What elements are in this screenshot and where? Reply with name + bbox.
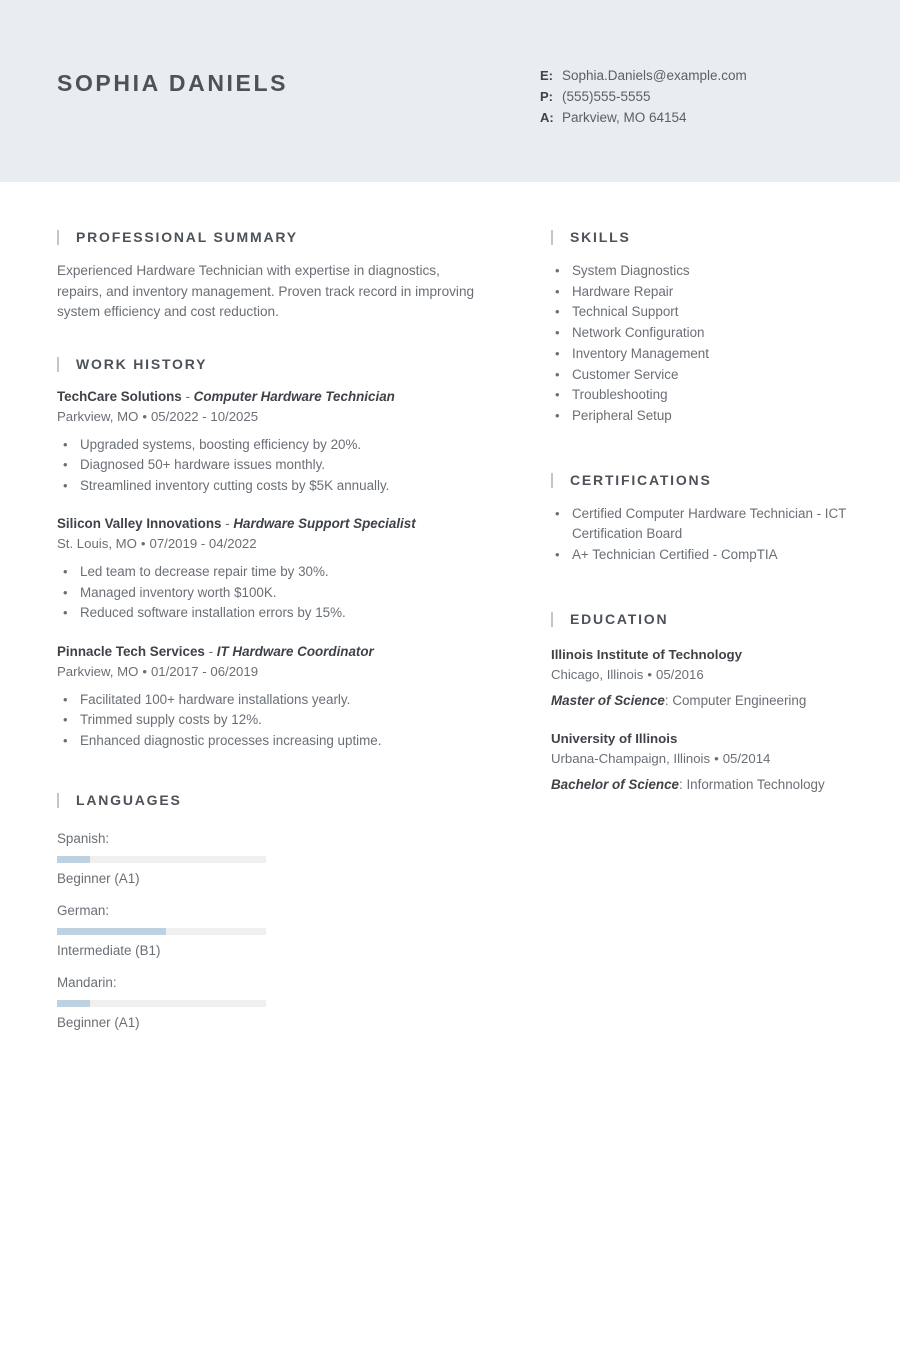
section-heading-languages <box>57 793 482 808</box>
list-item: • Troubleshooting <box>551 385 856 406</box>
list-item: • Trimmed supply costs by 12%. <box>57 710 482 731</box>
list-item: • Facilitated 100+ hardware installations yearly. <box>57 690 482 711</box>
skills-list <box>551 261 856 427</box>
list-item: • Diagnosed 50+ hardware issues monthly. <box>57 455 482 476</box>
phone-label: P: <box>540 89 553 104</box>
job-role: Hardware Support Specialist <box>233 516 416 531</box>
job-location: Parkview, MO <box>57 663 139 679</box>
language-level: Intermediate (B1) <box>57 943 161 958</box>
section-title: EDUCATION <box>570 610 669 627</box>
job-bullet-list <box>57 690 482 752</box>
job-bullet-list <box>57 435 482 497</box>
section-education <box>551 612 856 794</box>
education-entry <box>551 646 856 710</box>
work-entry <box>57 515 482 624</box>
section-work-history <box>57 357 482 752</box>
job-company: Pinnacle Tech Services <box>57 643 205 659</box>
language-name: Spanish: <box>57 831 110 846</box>
language-progress-fill <box>57 1000 90 1007</box>
accent-tick-icon <box>57 357 59 372</box>
accent-tick-icon <box>551 230 553 245</box>
language-name: Mandarin: <box>57 975 117 990</box>
list-item: • Certified Computer Hardware Technician - ICT Certification Board <box>551 504 856 545</box>
degree-label: Master of Science <box>551 692 665 708</box>
accent-tick-icon <box>57 230 59 245</box>
contact-row-phone <box>540 89 747 104</box>
list-item: • Led team to decrease repair time by 30%. <box>57 562 482 583</box>
education-date: 05/2016 <box>655 666 704 682</box>
section-heading-education <box>551 612 856 627</box>
list-item: • Managed inventory worth $100K. <box>57 583 482 604</box>
education-meta <box>551 750 856 768</box>
education-meta <box>551 666 856 684</box>
job-title-line <box>57 515 482 533</box>
education-degree <box>551 776 856 794</box>
list-item: • A+ Technician Certified - CompTIA <box>551 545 856 566</box>
job-bullet-list <box>57 562 482 624</box>
section-heading-skills <box>551 230 856 245</box>
accent-tick-icon <box>551 612 553 627</box>
language-progress-fill <box>57 856 90 863</box>
list-item: • Inventory Management <box>551 344 856 365</box>
language-item <box>57 830 266 888</box>
job-dash: - <box>221 516 234 531</box>
work-entry <box>57 643 482 752</box>
section-certifications <box>551 473 856 566</box>
education-location: Chicago, Illinois <box>551 666 644 682</box>
job-title-line <box>57 388 482 406</box>
job-location: Parkview, MO <box>57 408 139 424</box>
language-level: Beginner (A1) <box>57 871 140 886</box>
section-title: LANGUAGES <box>76 792 182 808</box>
language-item <box>57 974 266 1032</box>
language-progress-fill <box>57 928 166 935</box>
list-item: • Upgraded systems, boosting efficiency by 20%. <box>57 435 482 456</box>
list-item: • Hardware Repair <box>551 282 856 303</box>
phone-value[interactable]: (555)555-5555 <box>562 89 651 104</box>
degree-field: : Information Technology <box>679 776 825 792</box>
email-value[interactable]: Sophia.Daniels@example.com <box>562 68 747 83</box>
summary-text: Experienced Hardware Technician with expertise in diagnostics, repairs, and inventory management. Proven track record in improving system efficiency and cost reduction. <box>57 263 475 319</box>
list-item: • System Diagnostics <box>551 261 856 282</box>
education-separator: • <box>714 750 719 766</box>
job-company: Silicon Valley Innovations <box>57 516 222 531</box>
job-dates: 01/2017 - 06/2019 <box>150 663 259 679</box>
list-item: • Enhanced diagnostic processes increasing uptime. <box>57 731 482 752</box>
list-item: • Technical Support <box>551 302 856 323</box>
resume-header <box>0 0 900 182</box>
job-title-line <box>57 643 482 661</box>
list-item: • Customer Service <box>551 365 856 386</box>
education-school: Illinois Institute of Technology <box>551 646 743 662</box>
section-heading-professional-summary <box>57 230 482 245</box>
job-role: IT Hardware Coordinator <box>216 643 374 659</box>
language-progress-track <box>57 928 266 935</box>
contact-block <box>540 68 747 131</box>
address-label: A: <box>540 110 554 125</box>
list-item: • Streamlined inventory cutting costs by $5K annually. <box>57 476 482 497</box>
resume-body <box>0 182 900 1030</box>
job-separator: • <box>142 408 147 424</box>
list-item: • Network Configuration <box>551 323 856 344</box>
work-entry <box>57 388 482 497</box>
email-label: E: <box>540 68 553 83</box>
language-item <box>57 902 266 960</box>
section-title: SKILLS <box>570 229 631 245</box>
section-skills <box>551 230 856 427</box>
contact-row-email <box>540 68 747 83</box>
accent-tick-icon <box>57 793 59 808</box>
section-languages <box>57 793 482 1032</box>
contact-row-address <box>540 110 747 125</box>
section-title: WORK HISTORY <box>76 355 208 372</box>
language-name: German: <box>57 903 110 918</box>
job-company: TechCare Solutions <box>57 388 182 404</box>
section-professional-summary <box>57 230 482 323</box>
language-progress-track <box>57 1000 266 1007</box>
section-title: CERTIFICATIONS <box>570 471 712 488</box>
education-entry <box>551 730 856 794</box>
section-heading-certifications <box>551 473 856 488</box>
section-title: PROFESSIONAL SUMMARY <box>76 229 298 245</box>
address-value: Parkview, MO 64154 <box>562 110 687 125</box>
education-degree <box>551 692 856 710</box>
job-dates: 07/2019 - 04/2022 <box>149 536 257 551</box>
list-item: • Peripheral Setup <box>551 406 856 427</box>
job-dash: - <box>204 643 217 659</box>
candidate-name: SOPHIA DANIELS <box>57 70 289 96</box>
education-location: Urbana-Champaign, Illinois <box>551 750 711 766</box>
certifications-list <box>551 504 856 566</box>
degree-label: Bachelor of Science <box>551 776 680 792</box>
job-meta <box>57 663 482 681</box>
education-school: University of Illinois <box>551 730 678 746</box>
job-meta <box>57 408 482 426</box>
section-heading-work-history <box>57 357 482 372</box>
list-item: • Reduced software installation errors by 15%. <box>57 603 482 624</box>
job-location: St. Louis, MO <box>57 536 137 551</box>
right-column <box>551 230 856 820</box>
language-progress-track <box>57 856 266 863</box>
job-meta <box>57 535 482 553</box>
job-dash: - <box>181 388 194 404</box>
job-separator: • <box>142 663 147 679</box>
accent-tick-icon <box>551 473 553 488</box>
education-separator: • <box>647 666 652 682</box>
job-dates: 05/2022 - 10/2025 <box>150 408 259 424</box>
degree-field: : Computer Engineering <box>664 692 807 708</box>
left-column <box>57 230 482 1058</box>
language-level: Beginner (A1) <box>57 1015 140 1030</box>
education-date: 05/2014 <box>722 750 771 766</box>
language-grid <box>57 830 482 1032</box>
job-separator: • <box>140 536 146 551</box>
job-role: Computer Hardware Technician <box>193 388 395 404</box>
